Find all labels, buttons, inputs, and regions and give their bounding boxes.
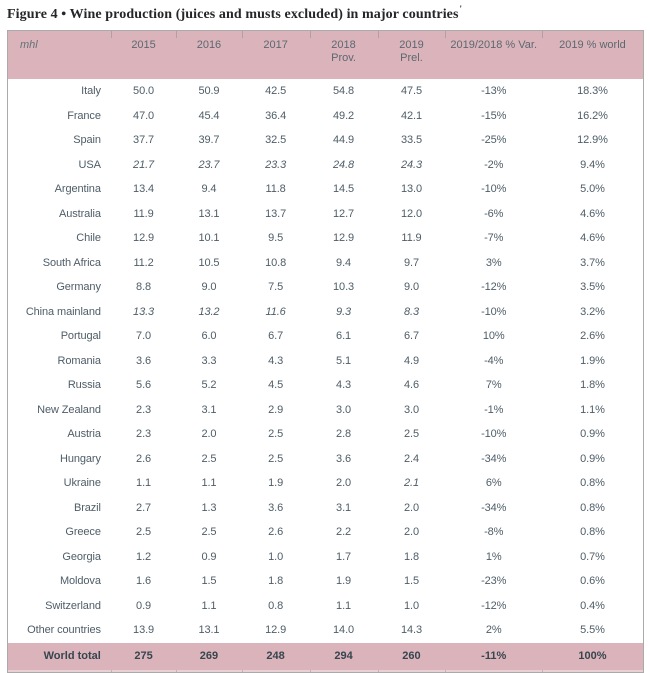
production-value: 37.7: [133, 134, 155, 147]
production-value: 32.5: [265, 134, 287, 147]
strip-segment: [242, 670, 310, 673]
production-value: 2.1: [403, 477, 419, 490]
production-value: 2.5: [136, 526, 152, 539]
production-value: 6.1: [336, 330, 352, 343]
world-share-value: 1.1%: [580, 403, 605, 416]
production-value: 1.1: [201, 599, 217, 612]
production-value: 44.9: [333, 134, 355, 147]
production-value: 8.8: [136, 281, 152, 294]
variation-value: -25%: [481, 134, 507, 147]
country-label: Germany: [56, 281, 101, 294]
production-value: 5.1: [336, 354, 352, 367]
variation-value: -10%: [481, 183, 507, 196]
production-value: 10.3: [333, 281, 355, 294]
production-value: 36.4: [265, 109, 287, 122]
production-value: 11.2: [133, 256, 154, 269]
production-value: 11.6: [265, 305, 286, 318]
world-share-value: 0.6%: [580, 575, 605, 588]
table-bottom-strip: [8, 670, 643, 673]
production-value: 3.0: [403, 403, 419, 416]
strip-segment: [8, 670, 111, 673]
table-row: [8, 618, 643, 643]
table-row: [8, 447, 643, 472]
world-share-value: 4.6%: [580, 232, 605, 245]
world-share-value: 16.2%: [577, 109, 608, 122]
production-value: 12.0: [400, 207, 422, 220]
strip-segment: [378, 670, 446, 673]
variation-value: -23%: [481, 575, 507, 588]
country-label: Georgia: [62, 550, 101, 563]
world-share-value: 4.6%: [580, 207, 605, 220]
total-2016: 269: [199, 650, 219, 662]
world-share-value: 0.8%: [580, 477, 605, 490]
production-value: 9.0: [403, 281, 419, 294]
unit-label: mhl: [20, 39, 38, 51]
production-value: 2.2: [336, 526, 352, 539]
variation-value: 7%: [485, 379, 502, 392]
production-value: 1.3: [201, 501, 217, 514]
production-value: 9.4: [336, 256, 352, 269]
production-value: 12.7: [333, 207, 355, 220]
world-share-value: 0.9%: [580, 452, 605, 465]
production-value: 0.9: [136, 599, 152, 612]
production-value: 3.0: [336, 403, 352, 416]
production-value: 2.3: [136, 428, 152, 441]
total-label: World total: [43, 650, 101, 662]
world-share-value: 0.8%: [580, 501, 605, 514]
production-value: 42.1: [400, 109, 422, 122]
production-value: 2.7: [136, 501, 152, 514]
production-value: 11.9: [401, 232, 422, 245]
table-row: [8, 373, 643, 398]
country-label: Ukraine: [63, 477, 101, 490]
country-label: Spain: [73, 134, 101, 147]
table-row: [8, 324, 643, 349]
column-header-2019-prel: [378, 31, 446, 79]
production-value: 2.0: [336, 477, 352, 490]
production-value: 7.5: [268, 281, 284, 294]
production-value: 10.1: [198, 232, 220, 245]
column-header-var: [445, 31, 542, 79]
world-share-value: 5.5%: [580, 624, 605, 637]
production-value: 49.2: [333, 109, 355, 122]
variation-value: -12%: [481, 599, 507, 612]
column-header-text: 2018: [331, 39, 356, 51]
column-header-text: 2017: [263, 39, 288, 51]
production-value: 4.9: [403, 354, 419, 367]
production-value: 9.5: [268, 232, 284, 245]
table-row: [8, 471, 643, 496]
production-value: 10.8: [265, 256, 287, 269]
production-value: 23.7: [198, 158, 220, 171]
column-header-2015: [111, 31, 176, 79]
production-value: 1.1: [336, 599, 352, 612]
variation-value: -13%: [481, 85, 507, 98]
production-value: 1.8: [268, 575, 284, 588]
variation-value: -10%: [481, 428, 507, 441]
column-header-text: 2019: [399, 39, 424, 51]
production-value: 21.7: [133, 158, 155, 171]
world-share-value: 3.7%: [580, 256, 605, 269]
production-value: 9.7: [403, 256, 419, 269]
production-value: 11.9: [133, 207, 154, 220]
variation-value: -15%: [481, 109, 507, 122]
column-header-world-share: [542, 31, 643, 79]
table-row: [8, 422, 643, 447]
production-value: 3.1: [201, 403, 217, 416]
world-total-row: [8, 643, 643, 670]
country-label: South Africa: [42, 256, 101, 269]
production-value: 33.5: [400, 134, 422, 147]
production-value: 14.0: [333, 624, 355, 637]
production-value: 0.8: [268, 599, 284, 612]
country-label: Argentina: [54, 183, 101, 196]
production-value: 14.5: [333, 183, 355, 196]
country-label: Chile: [76, 232, 101, 245]
country-label: Italy: [81, 85, 101, 98]
table-row: [8, 398, 643, 423]
country-label: New Zealand: [37, 403, 101, 416]
country-label: Brazil: [73, 501, 101, 514]
production-value: 1.1: [201, 477, 217, 490]
production-value: 0.9: [201, 550, 217, 563]
variation-value: -7%: [484, 232, 504, 245]
column-header-2017: [242, 31, 310, 79]
world-share-value: 1.8%: [580, 379, 605, 392]
column-header-text: 2015: [131, 39, 156, 51]
country-label: Switzerland: [45, 599, 101, 612]
production-value: 2.3: [136, 403, 152, 416]
world-share-value: 3.5%: [580, 281, 605, 294]
column-header-2018-prov: [310, 31, 378, 79]
production-value: 54.8: [333, 85, 355, 98]
world-share-value: 0.7%: [580, 550, 605, 563]
strip-segment: [111, 670, 176, 673]
production-value: 2.6: [268, 526, 284, 539]
variation-value: -8%: [484, 526, 504, 539]
production-value: 47.0: [133, 109, 155, 122]
country-label: Greece: [65, 526, 101, 539]
production-value: 13.0: [400, 183, 422, 196]
column-header-text: 2019/2018 % Var.: [450, 39, 538, 51]
wine-production-table: [7, 30, 644, 673]
production-value: 42.5: [265, 85, 287, 98]
country-label: Romania: [57, 354, 101, 367]
production-value: 45.4: [198, 109, 220, 122]
production-value: 13.7: [265, 207, 287, 220]
table-row: [8, 496, 643, 521]
variation-value: -34%: [481, 452, 507, 465]
production-value: 2.6: [136, 452, 152, 465]
production-value: 1.2: [136, 550, 152, 563]
table-row: [8, 226, 643, 251]
production-value: 1.5: [201, 575, 217, 588]
production-value: 2.5: [201, 526, 217, 539]
table-row: [8, 275, 643, 300]
total-2018: 294: [334, 650, 353, 662]
production-value: 10.5: [198, 256, 220, 269]
column-header-subtext: Prel.: [400, 52, 423, 64]
country-label: France: [67, 109, 101, 122]
production-value: 4.5: [268, 379, 284, 392]
production-value: 3.6: [268, 501, 284, 514]
variation-value: -12%: [481, 281, 507, 294]
variation-value: -4%: [484, 354, 504, 367]
production-value: 9.4: [201, 183, 217, 196]
production-value: 7.0: [136, 330, 152, 343]
production-value: 6.0: [201, 330, 217, 343]
production-value: 3.3: [201, 354, 217, 367]
production-value: 47.5: [400, 85, 422, 98]
world-share-value: 18.3%: [577, 85, 608, 98]
column-header-text: 2019 % world: [559, 39, 626, 51]
country-label: Hungary: [59, 452, 101, 465]
production-value: 9.0: [201, 281, 217, 294]
table-body: [8, 79, 643, 643]
production-value: 9.3: [336, 305, 352, 318]
total-world-share: 100%: [578, 650, 607, 662]
production-value: 4.6: [403, 379, 419, 392]
variation-value: -10%: [481, 305, 507, 318]
strip-segment: [445, 670, 542, 673]
production-value: 13.2: [198, 305, 220, 318]
world-share-value: 0.4%: [580, 599, 605, 612]
figure-title: [7, 4, 643, 23]
column-header-2016: [176, 31, 241, 79]
country-label: Russia: [67, 379, 101, 392]
production-value: 2.9: [268, 403, 284, 416]
production-value: 1.9: [336, 575, 352, 588]
production-value: 14.3: [400, 624, 422, 637]
production-value: 2.0: [403, 501, 419, 514]
country-label: Austria: [67, 428, 101, 441]
world-share-value: 9.4%: [580, 158, 605, 171]
production-value: 2.5: [268, 452, 284, 465]
production-value: 1.0: [403, 599, 419, 612]
production-value: 13.3: [133, 305, 155, 318]
table-row: [8, 349, 643, 374]
table-row: [8, 153, 643, 178]
production-value: 13.4: [133, 183, 155, 196]
total-2019: 260: [402, 650, 421, 662]
table-row: [8, 594, 643, 619]
production-value: 5.6: [136, 379, 152, 392]
production-value: 2.8: [336, 428, 352, 441]
production-value: 12.9: [265, 624, 287, 637]
variation-value: -1%: [484, 403, 504, 416]
production-value: 1.8: [403, 550, 419, 563]
variation-value: -2%: [484, 158, 504, 171]
production-value: 50.0: [133, 85, 155, 98]
production-value: 12.9: [133, 232, 155, 245]
production-value: 2.5: [268, 428, 284, 441]
production-value: 13.1: [198, 207, 220, 220]
production-value: 1.7: [336, 550, 352, 563]
footnote-marker: ': [459, 4, 463, 14]
country-label: Other countries: [27, 624, 101, 637]
country-label: Portugal: [60, 330, 101, 343]
world-share-value: 2.6%: [580, 330, 605, 343]
country-label: Australia: [58, 207, 101, 220]
table-header-row: [8, 31, 643, 79]
production-value: 39.7: [198, 134, 220, 147]
total-2017: 248: [266, 650, 285, 662]
world-share-value: 0.8%: [580, 526, 605, 539]
production-value: 11.8: [265, 183, 286, 196]
production-value: 3.6: [336, 452, 352, 465]
production-value: 1.9: [268, 477, 284, 490]
production-value: 8.3: [403, 305, 419, 318]
production-value: 24.3: [400, 158, 422, 171]
world-share-value: 0.9%: [580, 428, 605, 441]
world-share-value: 3.2%: [580, 305, 605, 318]
world-share-value: 5.0%: [580, 183, 605, 196]
world-share-value: 12.9%: [577, 134, 608, 147]
total-2015: 275: [134, 650, 153, 662]
production-value: 23.3: [265, 158, 287, 171]
table-row: [8, 128, 643, 153]
table-row: [8, 79, 643, 104]
production-value: 12.9: [333, 232, 355, 245]
table-row: [8, 569, 643, 594]
column-header-text: 2016: [196, 39, 222, 51]
strip-segment: [310, 670, 378, 673]
variation-value: -6%: [484, 207, 504, 220]
production-value: 2.4: [403, 452, 419, 465]
variation-value: 3%: [485, 256, 502, 269]
production-value: 24.8: [333, 158, 355, 171]
production-value: 6.7: [268, 330, 284, 343]
table-row: [8, 104, 643, 129]
variation-value: 2%: [485, 624, 502, 637]
variation-value: 6%: [485, 477, 502, 490]
production-value: 50.9: [198, 85, 220, 98]
production-value: 2.0: [403, 526, 419, 539]
table-row: [8, 251, 643, 276]
production-value: 3.1: [336, 501, 352, 514]
production-value: 6.7: [403, 330, 419, 343]
column-header-subtext: Prov.: [331, 52, 356, 64]
table-row: [8, 202, 643, 227]
production-value: 3.6: [136, 354, 152, 367]
variation-value: 1%: [485, 550, 502, 563]
variation-value: -34%: [481, 501, 507, 514]
production-value: 13.9: [133, 624, 155, 637]
strip-segment: [542, 670, 643, 673]
country-label: China mainland: [25, 305, 101, 318]
production-value: 4.3: [268, 354, 284, 367]
world-share-value: 1.9%: [580, 354, 605, 367]
variation-value: 10%: [482, 330, 505, 343]
strip-segment: [176, 670, 241, 673]
production-value: 1.5: [403, 575, 419, 588]
production-value: 1.0: [268, 550, 284, 563]
production-value: 2.5: [403, 428, 419, 441]
production-value: 1.6: [136, 575, 152, 588]
production-value: 4.3: [336, 379, 352, 392]
country-label: USA: [78, 158, 101, 171]
table-row: [8, 300, 643, 325]
table-row: [8, 177, 643, 202]
table-row: [8, 520, 643, 545]
production-value: 2.0: [201, 428, 217, 441]
figure-title-text: Figure 4 • Wine production (juices and musts excluded) in major countries: [7, 7, 459, 22]
production-value: 13.1: [198, 624, 220, 637]
production-value: 5.2: [201, 379, 217, 392]
table-row: [8, 545, 643, 570]
production-value: 1.1: [136, 477, 152, 490]
total-var: -11%: [481, 650, 507, 662]
country-label: Moldova: [59, 575, 101, 588]
production-value: 2.5: [201, 452, 217, 465]
